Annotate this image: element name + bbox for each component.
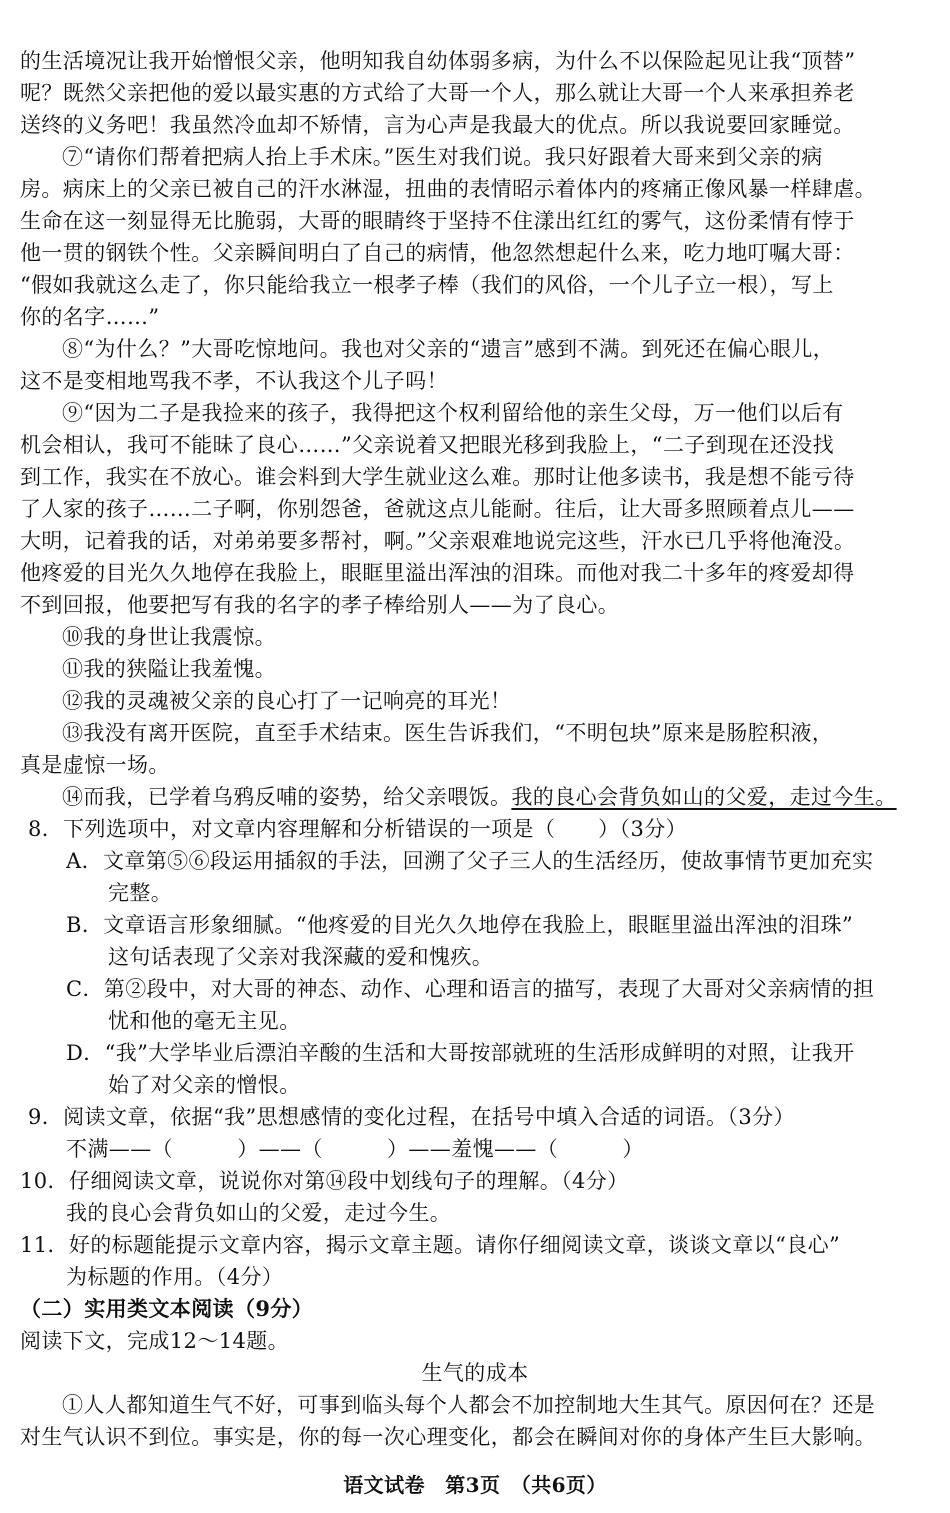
question-8-option-c: C．第②段中，对大哥的神态、动作、心理和语言的描写，表现了大哥对父亲病情的担: [66, 977, 875, 1001]
question-9-stem: 9．阅读文章，依据“我”思想感情的变化过程，在括号中填入合适的词语。（3分）: [28, 1105, 795, 1129]
passage-line: 送终的义务吧！我虽然冷血却不矫情，言为心声是我最大的优点。所以我说要回家睡觉。: [20, 113, 855, 137]
question-8-option-d-cont: 始了对父亲的憎恨。: [108, 1073, 301, 1097]
passage-line: 的生活境况让我开始憎恨父亲，他明知我自幼体弱多病，为什么不以保险起见让我“顶替”: [20, 49, 856, 73]
passage-line: 他一贯的钢铁个性。父亲瞬间明白了自己的病情，他忽然想起什么来，吃力地叮嘱大哥：: [20, 241, 855, 265]
passage-line: 你的名字……”: [20, 305, 160, 329]
passage-line: ⑩我的身世让我震惊。: [62, 625, 276, 649]
passage-line: 不到回报，他要把写有我的名字的孝子棒给别人——为了良心。: [20, 593, 620, 617]
question-8-option-a: A．文章第⑤⑥段运用插叙的手法，回溯了父子三人的生活经历，使故事情节更加充实: [66, 849, 874, 873]
passage-line: ①人人都知道生气不好，可事到临头每个人都会不加控制地大生其气。原因何在？还是: [62, 1393, 876, 1417]
page-footer: 语文试卷 第3页 （共6页）: [343, 1473, 607, 1497]
passage-line: 了人家的孩子……二子啊，你别怨爸，爸就这点儿能耐。往后，让大哥多照顾着点儿——: [20, 497, 855, 521]
passage-line: ⑨“因为二子是我捡来的孩子，我得把这个权利留给他的亲生父母，万一他们以后有: [62, 401, 844, 425]
passage-line: 生命在这一刻显得无比脆弱，大哥的眼睛终于坚持不住漾出红红的雾气，这份柔情有悖于: [20, 209, 855, 233]
passage-line: 大明，记着我的话，对弟弟要多帮衬，啊。”父亲艰难地说完这些，汗水已几乎将他淹没。: [20, 529, 856, 553]
passage-line: 这不是变相地骂我不孝，不认我这个儿子吗！: [20, 369, 448, 393]
passage-line: ⑦“请你们帮着把病人抬上手术床。”医生对我们说。我只好跟着大哥来到父亲的病: [62, 145, 823, 169]
section-instruction: 阅读下文，完成12～14题。: [20, 1329, 290, 1353]
question-8-option-c-cont: 忧和他的毫无主见。: [108, 1009, 301, 1033]
passage-line: ⑬我没有离开医院，直至手术结束。医生告诉我们，“不明包块”原来是肠腔积液，: [62, 721, 834, 745]
question-8-option-d: D．“我”大学毕业后漂泊辛酸的生活和大哥按部就班的生活形成鲜明的对照，让我开: [66, 1041, 855, 1065]
section-heading: （二）实用类文本阅读（9分）: [20, 1296, 314, 1321]
passage-line: 对生气认识不到位。事实是，你的每一次心理变化，都会在瞬间对你的身体产生巨大影响。: [20, 1425, 876, 1449]
question-8-option-b-cont: 这句话表现了父亲对我深藏的爱和愧疚。: [108, 945, 494, 969]
question-8-option-b: B．文章语言形象细腻。“他疼爱的目光久久地停在我脸上，眼眶里溢出浑浊的泪珠”: [66, 913, 854, 937]
passage-line: 真是虚惊一场。: [20, 753, 170, 777]
question-9-blanks: 不满——（ ）——（ ）——羞愧——（ ）: [66, 1137, 644, 1161]
article-title: 生气的成本: [421, 1361, 529, 1385]
passage-line: 呢？既然父亲把他的爱以最实惠的方式给了大哥一个人，那么就让大哥一个人来承担养老: [20, 81, 855, 105]
passage-line: ⑪我的狭隘让我羞愧。: [62, 657, 276, 681]
underlined-sentence: 我的良心会背负如山的父爱，走过今生。: [511, 785, 897, 809]
question-10-quote: 我的良心会背负如山的父爱，走过今生。: [66, 1201, 452, 1225]
question-8-option-a-cont: 完整。: [108, 881, 173, 905]
passage-line: ⑧“为什么？”大哥吃惊地问。我也对父亲的“遗言”感到不满。到死还在偏心眼儿，: [62, 337, 835, 361]
passage-line: 他疼爱的目光久久地停在我脸上，眼眶里溢出浑浊的泪珠。而他对我二十多年的疼爱却得: [20, 561, 855, 585]
question-11-stem-cont: 为标题的作用。（4分）: [66, 1265, 284, 1289]
passage-line: “假如我就这么走了，你只能给我立一根孝子棒（我们的风俗，一个儿子立一根），写上: [20, 273, 834, 297]
question-8-stem: 8．下列选项中，对文章内容理解和分析错误的一项是（ ）（3分）: [28, 817, 688, 841]
passage-line: [62, 782, 932, 812]
question-10-stem: 10．仔细阅读文章，说说你对第⑭段中划线句子的理解。（4分）: [20, 1169, 629, 1193]
passage-line: 到工作，我实在不放心。谁会料到大学生就业这么难。那时让他多读书，我是想不能亏待: [20, 465, 855, 489]
passage-text: ⑭而我，已学着乌鸦反哺的姿势，给父亲喂饭。: [62, 785, 512, 809]
question-11-stem: 11．好的标题能提示文章内容，揭示文章主题。请你仔细阅读文章，谈谈文章以“良心”: [20, 1233, 841, 1257]
passage-line: 房。病床上的父亲已被自己的汗水淋湿，扭曲的表情昭示着体内的疼痛正像风暴一样肆虐。: [20, 177, 876, 201]
passage-line: ⑫我的灵魂被父亲的良心打了一记响亮的耳光！: [62, 689, 512, 713]
passage-line: 机会相认，我可不能昧了良心……”父亲说着又把眼光移到我脸上，“二子到现在还没找: [20, 433, 835, 457]
